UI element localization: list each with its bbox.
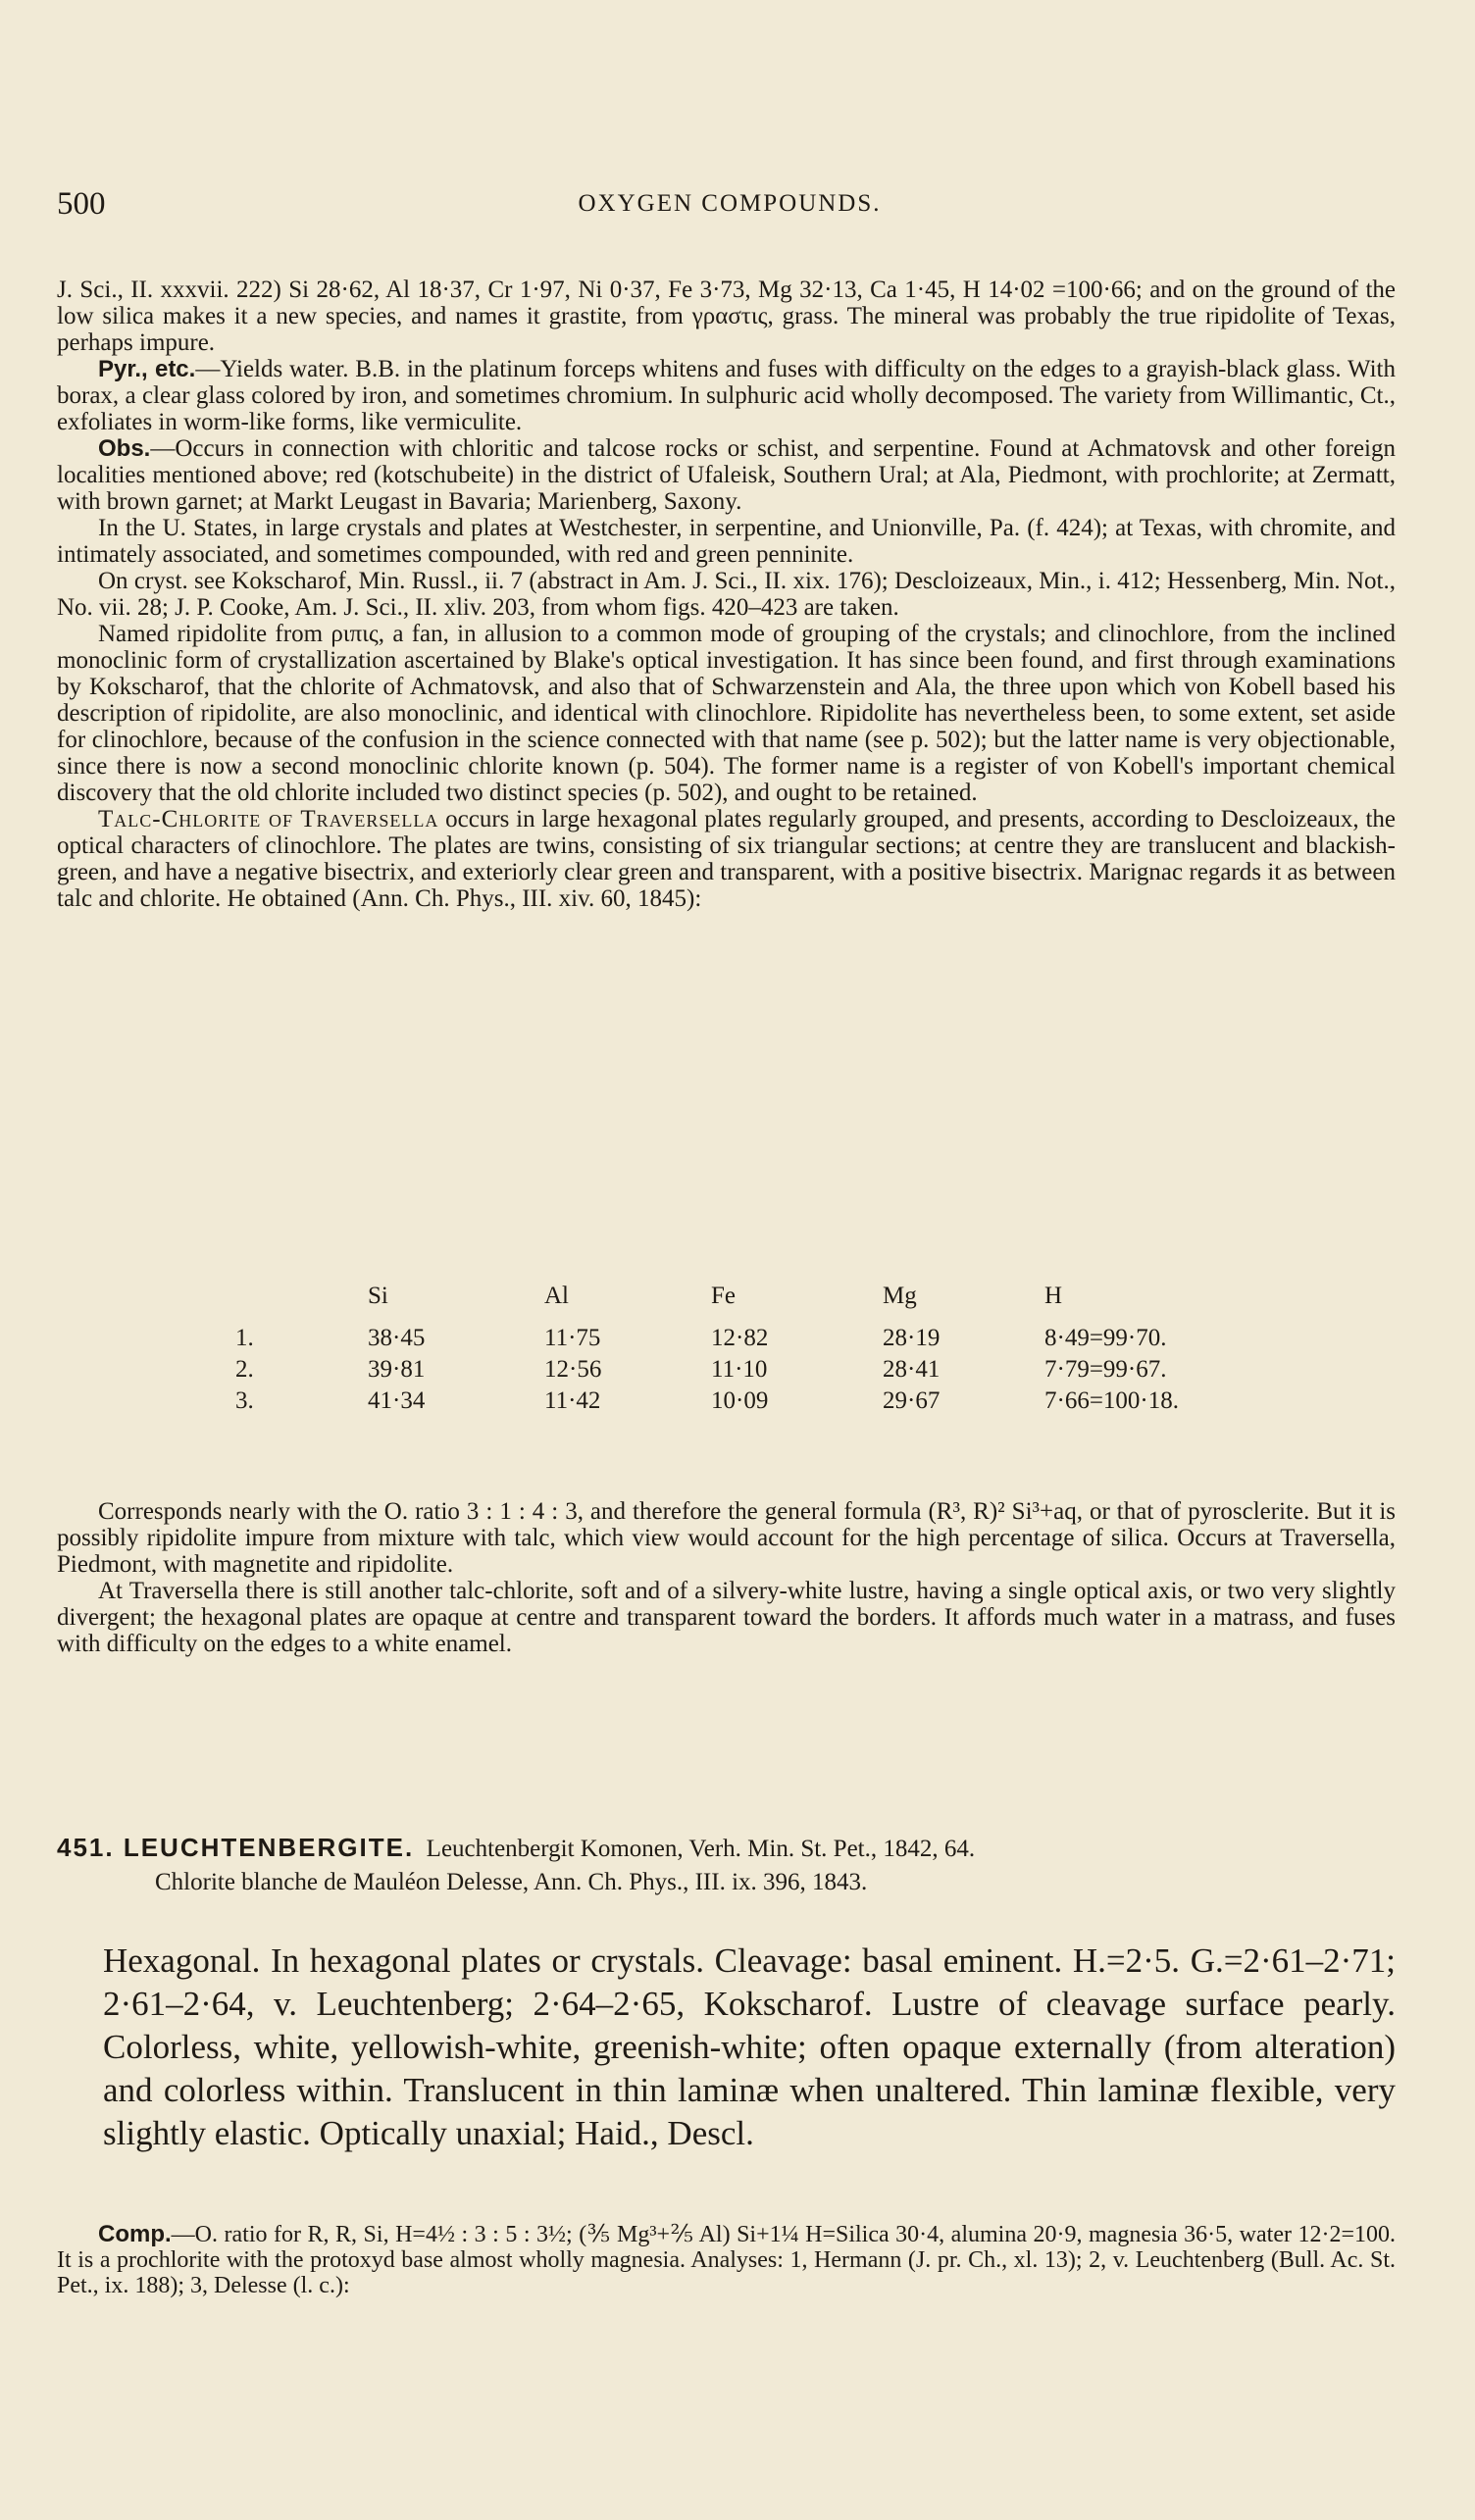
table-cell: 11·10	[711, 1356, 768, 1383]
table-cell: 12·56	[544, 1356, 602, 1383]
table-cell: 1.	[235, 1325, 254, 1351]
paragraph-traversella: At Traversella there is still another talc-chlorite, soft and of a silvery-white lustre, having a single optical axis, or two very slightly divergent; the hexagonal plates are opaque at centre and transparent toward the borders. It affords much water in a matrass, and fuses with difficulty on the edges to a white enamel.	[57, 1578, 1396, 1657]
obs-label: Obs.	[98, 435, 151, 462]
table-cell: 41·34	[368, 1387, 426, 1414]
analysis-table	[235, 1280, 1270, 1417]
paragraph-naming: Named ripidolite from ριπις, a fan, in allusion to a common mode of grouping of the crystals; and clinochlore, from the inclined monoclinic form of crystallization ascertained by Blake's optical investigation. It has since been found, and first through examinations by Kokscharof, that the chlorite of Achmatovsk, and also that of Schwarzenstein and Ala, the three upon which von Kobell based his description of ripidolite, are also monoclinic, and identical with clinochlore. Ripidolite has nevertheless been, to some extent, set aside for clinochlore, because of the confusion in the science connected with that name (see p. 502); but the latter name is very objectionable, since there is now a second monoclinic chlorite known (p. 504). The former name is a register of von Kobell's important chemical discovery that the old chlorite included two distinct species (p. 502), and ought to be retained.	[57, 621, 1396, 806]
paragraph-occurrence	[57, 435, 1396, 515]
table-cell: 11·42	[544, 1387, 601, 1414]
table-header-cell: Mg	[883, 1283, 917, 1309]
table-cell: 7·79=99·67.	[1044, 1356, 1167, 1383]
table-cell: 3.	[235, 1387, 254, 1414]
table-cell: 7·66=100·18.	[1044, 1387, 1179, 1414]
talc-chlorite-label: Talc-Chlorite of Traversella	[98, 806, 439, 832]
table-cell: 28·19	[883, 1325, 941, 1351]
page-header	[57, 186, 1402, 226]
paragraph-formula: Corresponds nearly with the O. ratio 3 : 1 : 4 : 3, and therefore the general formula (R³, R)² Si³+aq, or that of pyrosclerite. But it is possibly ripidolite impure from mixture with talc, which view would account for the high percentage of silica. Occurs at Traversella, Piedmont, with magnetite and ripidolite.	[57, 1498, 1396, 1578]
table-cell: 10·09	[711, 1387, 769, 1414]
lower-text-block	[57, 1498, 1396, 1657]
composition-block	[57, 2222, 1396, 2298]
table-cell: 8·49=99·70.	[1044, 1325, 1167, 1351]
species-heading	[57, 1831, 1396, 1899]
upper-text-block	[57, 277, 1396, 912]
table-row	[235, 1323, 1270, 1354]
species-description	[103, 1940, 1396, 2155]
table-cell: 39·81	[368, 1356, 426, 1383]
obs-text: —Occurs in connection with chloritic and talcose rocks or schist, and serpentine. Found at Achmatovsk and other foreign localities mentioned above; red (kotschubeite) in the district of Ufaleisk, Southern Ural; at Ala, Piedmont, with prochlorite; at Zermatt, with brown garnet; at Markt Leugast in Bavaria; Marienberg, Saxony.	[57, 435, 1396, 515]
paragraph-composition	[57, 2222, 1396, 2298]
table-header-row	[235, 1280, 1270, 1323]
table-cell: 29·67	[883, 1387, 941, 1414]
talc-chlorite-text: occurs in large hexagonal plates regularly grouped, and presents, according to Descloizeaux, the optical characters of clinochlore. The plates are twins, consisting of six triangular sections; at centre they are translucent and blackish-green, and have a negative bisectrix, and exteriorly clear green and transparent, with a positive bisectrix. Marignac regards it as between talc and chlorite. He obtained (Ann. Ch. Phys., III. xiv. 60, 1845):	[57, 806, 1396, 912]
table-header-cell: H	[1044, 1283, 1063, 1309]
paragraph-crystal-refs: On cryst. see Kokscharof, Min. Russl., ii. 7 (abstract in Am. J. Sci., II. xix. 176); Descloizeaux, Min., i. 412; Hessenberg, Min. Not., No. vii. 28; J. P. Cooke, Am. J. Sci., II. xliv. 203, from whom figs. 420–423 are taken.	[57, 568, 1396, 621]
description-text: Hexagonal. In hexagonal plates or crystals. Cleavage: basal eminent. H.=2·5. G.=2·61–2·71; 2·61–2·64, v. Leuchtenberg; 2·64–2·65, Kokscharof. Lustre of cleavage surface pearly. Colorless, white, yellowish-white, greenish-white; often opaque externally (from alteration) and colorless within. Translucent in thin laminæ when unaltered. Thin laminæ flexible, very slightly elastic. Optically unaxial; Haid., Descl.	[103, 1941, 1396, 2152]
table-cell: 38·45	[368, 1325, 426, 1351]
table-header-cell	[235, 1280, 368, 1323]
synonym-2: Chlorite blanche de Mauléon Delesse, Ann. Ch. Phys., III. ix. 396, 1843.	[155, 1869, 868, 1895]
pyr-text: —Yields water. B.B. in the platinum forceps whitens and fuses with difficulty on the edges to a grayish-black glass. With borax, a clear glass colored by iron, and sometimes chromium. In sulphuric acid wholly decomposed. The variety from Willimantic, Ct., exfoliates in worm-like forms, like vermiculite.	[57, 356, 1396, 435]
pyr-label: Pyr., etc.	[98, 356, 196, 382]
page-number: 500	[57, 186, 106, 222]
table-cell: 11·75	[544, 1325, 601, 1351]
comp-text: —O. ratio for R, R, Si, H=4½ : 3 : 5 : 3½; (⅗ Mg³+⅖ Al) Si+1¼ H=Silica 30·4, alumina 20·9, magnesia 36·5, water 12·2=100. It is a prochlorite with the protoxyd base almost wholly magnesia. Analyses: 1, Hermann (J. pr. Ch., xl. 13); 2, v. Leuchtenberg (Bull. Ac. St. Pet., ix. 188); 3, Delesse (l. c.):	[57, 2222, 1396, 2298]
table-header-cell: Al	[544, 1283, 569, 1309]
paragraph-us-localities: In the U. States, in large crystals and plates at Westchester, in serpentine, and Unionville, Pa. (f. 424); at Texas, with chromite, and intimately associated, and sometimes compounded, with red and green penninite.	[57, 515, 1396, 568]
table-cell: 12·82	[711, 1325, 769, 1351]
running-title: OXYGEN COMPOUNDS.	[578, 190, 882, 217]
synonym-1: Leuchtenbergit Komonen, Verh. Min. St. Pet., 1842, 64.	[426, 1836, 976, 1862]
species-title: 451. LEUCHTENBERGITE.	[57, 1833, 415, 1862]
paragraph-talc-chlorite	[57, 806, 1396, 912]
table-header-cell: Fe	[711, 1283, 736, 1309]
paragraph-pyrognostics	[57, 356, 1396, 435]
comp-label: Comp.	[98, 2221, 172, 2247]
table-row	[235, 1354, 1270, 1386]
paragraph-analysis-continuation: J. Sci., II. xxxvii. 222) Si 28·62, Al 18·37, Cr 1·97, Ni 0·37, Fe 3·73, Mg 32·13, Ca 1·45, H 14·02 =100·66; and on the ground of the low silica makes it a new species, and names it grastite, from γραστις, grass. The mineral was probably the true ripidolite of Texas, perhaps impure.	[57, 277, 1396, 356]
table-cell: 2.	[235, 1356, 254, 1383]
species-heading-line1	[57, 1831, 1396, 1866]
table-header-cell: Si	[368, 1283, 388, 1309]
table-row	[235, 1386, 1270, 1417]
table-cell: 28·41	[883, 1356, 941, 1383]
